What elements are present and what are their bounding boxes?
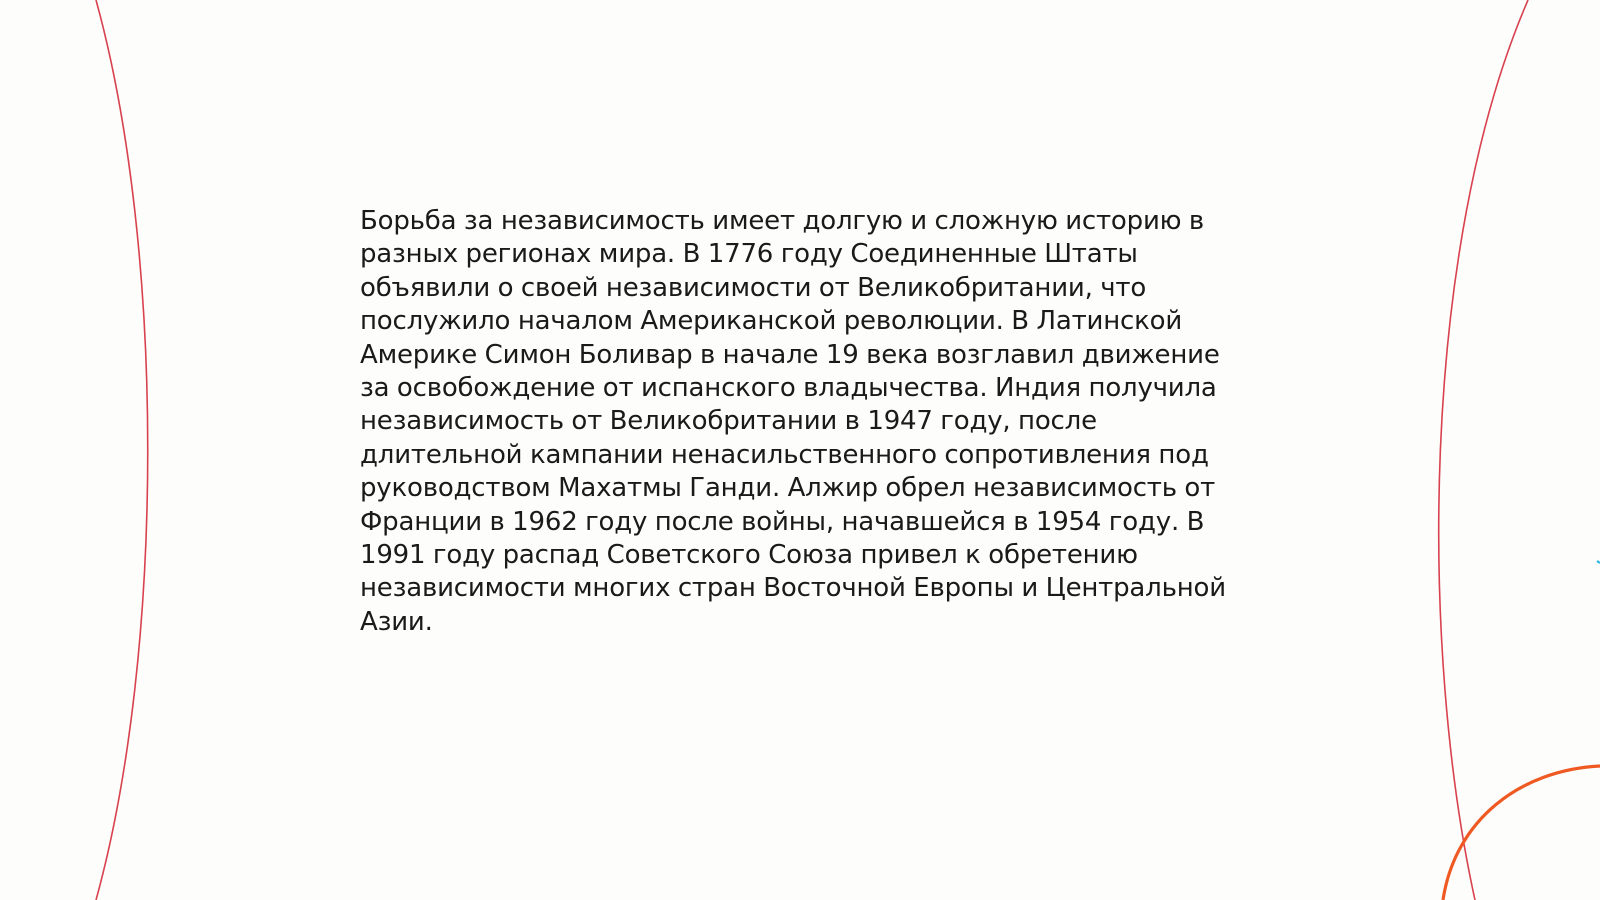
orange-circle-arc [1443, 766, 1600, 900]
left-arc-line [96, 0, 148, 900]
right-arc-line [1439, 0, 1528, 900]
body-paragraph: Борьба за независимость имеет долгую и сложную историю в разных регионах мира. В 1776 году Соединенные Штаты объявили о своей независимости от Великобритании, что послужило началом Американской революции. В Латинской Америке Симон Боливар в начале 19 века возглавил движение за освобождение от испанского владычества. Индия получила независимость от Великобритании в 1947 году, после длительной кампании ненасильственного сопротивления под руководством Махатмы Ганди. Алжир обрел независимость от Франции в 1962 году после войны, начавшейся в 1954 году. В 1991 году распад Советского Союза привел к обретению независимости многих стран Восточной Европы и Центральной Азии. [360, 206, 1226, 637]
